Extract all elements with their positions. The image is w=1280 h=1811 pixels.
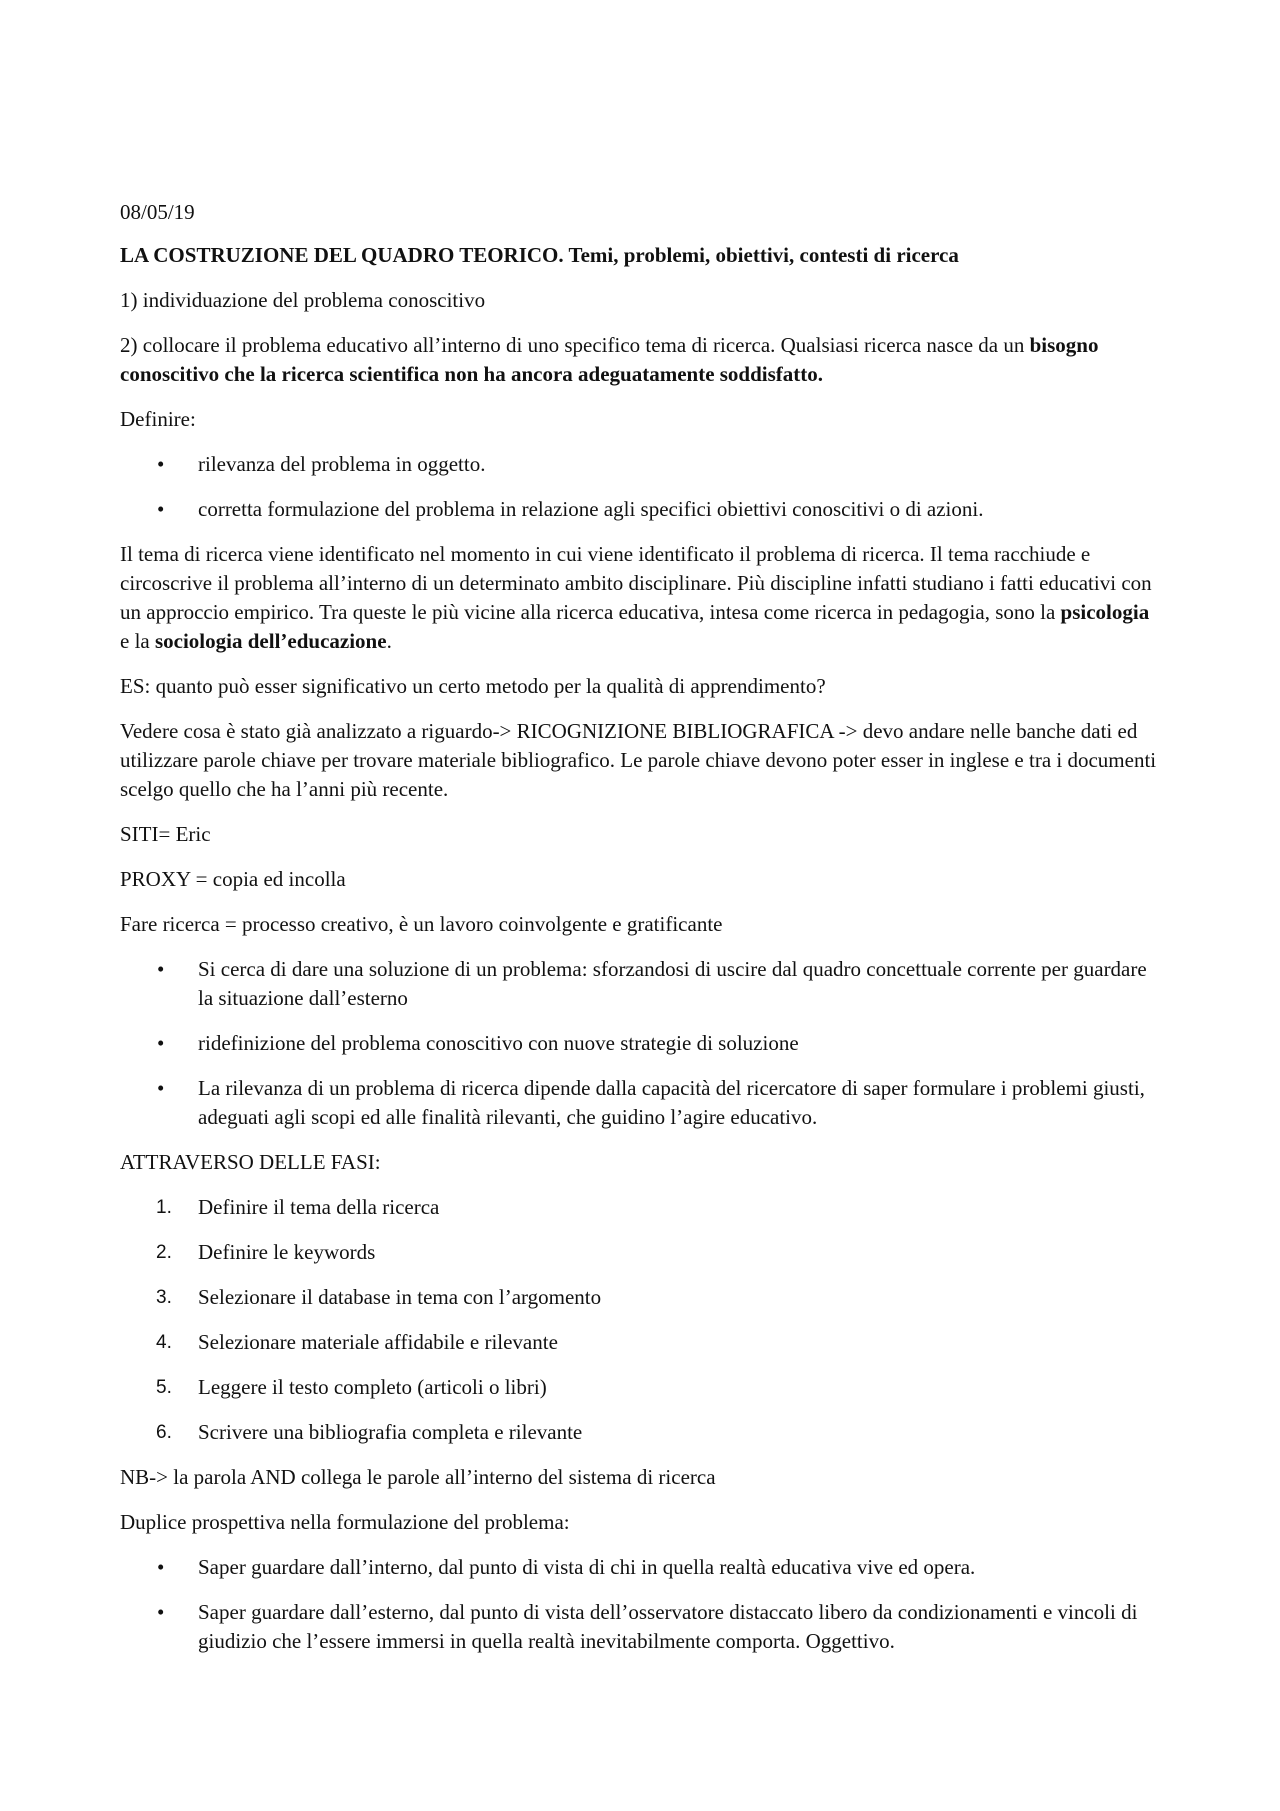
document-date: 08/05/19: [120, 200, 195, 224]
duplice-list: [120, 1553, 1160, 1656]
bullet-icon: •: [157, 1031, 165, 1055]
list-number: 4.: [156, 1332, 172, 1353]
document-title: LA COSTRUZIONE DEL QUADRO TEORICO. Temi, problemi, obiettivi, contesti di ricerca: [120, 243, 959, 267]
list-item-text: corretta formulazione del problema in relazione agli specifici obiettivi conoscitivi o di azioni.: [198, 497, 984, 521]
paragraph-problema-conoscitivo: 1) individuazione del problema conoscitivo: [120, 288, 486, 312]
bullet-icon: •: [157, 1555, 165, 1579]
list-item-text: rilevanza del problema in oggetto.: [198, 452, 486, 476]
list-item: [120, 1029, 1160, 1058]
list-item-text: Selezionare materiale affidabile e rilevante: [198, 1330, 558, 1354]
bullet-icon: •: [157, 1600, 165, 1624]
bold-text: psicologia: [1060, 600, 1150, 624]
paragraph-esempio: ES: quanto può esser significativo un certo metodo per la qualità di apprendimento?: [120, 674, 826, 698]
paragraph-text: e la: [120, 629, 155, 653]
list-item-text: ridefinizione del problema conoscitivo con nuove strategie di soluzione: [198, 1031, 799, 1055]
list-item: [120, 1373, 1160, 1402]
paragraph-nb: NB-> la parola AND collega le parole all’interno del sistema di ricerca: [120, 1465, 716, 1489]
list-item: [120, 1418, 1160, 1447]
list-item: [120, 1328, 1160, 1357]
list-item-text: Selezionare il database in tema con l’argomento: [198, 1285, 602, 1309]
list-item: [120, 1553, 1160, 1582]
list-item-text: Scrivere una bibliografia completa e rilevante: [198, 1420, 583, 1444]
list-item: [120, 495, 1160, 524]
definire-label: Definire:: [120, 407, 196, 431]
paragraph-fare-ricerca: Fare ricerca = processo creativo, è un lavoro coinvolgente e gratificante: [120, 912, 723, 936]
paragraph-text: .: [386, 629, 392, 653]
list-item: [120, 1074, 1160, 1132]
list-item: [120, 1598, 1160, 1656]
fare-ricerca-list: [120, 955, 1160, 1132]
list-item-text: Si cerca di dare una soluzione di un problema: sforzandosi di uscire dal quadro concettuale corrente per guardare la situazione dall’esterno: [198, 957, 1147, 1010]
bullet-icon: •: [157, 957, 165, 981]
bullet-icon: •: [157, 1076, 165, 1100]
list-number: 3.: [156, 1287, 172, 1308]
list-item: [120, 955, 1160, 1013]
list-number: 1.: [156, 1197, 172, 1218]
paragraph-tema-ricerca: [120, 540, 1160, 656]
paragraph-ricognizione: Vedere cosa è stato già analizzato a riguardo-> RICOGNIZIONE BIBLIOGRAFICA -> devo andare nelle banche dati ed utilizzare parole chiave per trovare materiale bibliografico. Le parole chiave devono poter esser in inglese e tra i documenti scelgo quello che ha l’anni più recente.: [120, 719, 1157, 801]
list-item-text: La rilevanza di un problema di ricerca dipende dalla capacità del ricercatore di saper formulare i problemi giusti, adeguati agli scopi ed alle finalità rilevanti, che guidino l’agire educativo.: [198, 1076, 1145, 1129]
paragraph-duplice: Duplice prospettiva nella formulazione del problema:: [120, 1510, 570, 1534]
document-page: [120, 198, 1160, 1672]
list-item-text: Leggere il testo completo (articoli o libri): [198, 1375, 547, 1399]
paragraph-siti: SITI= Eric: [120, 822, 211, 846]
list-number: 6.: [156, 1422, 172, 1443]
list-number: 5.: [156, 1377, 172, 1398]
list-item: [120, 1238, 1160, 1267]
list-item: [120, 450, 1160, 479]
definire-list: [120, 450, 1160, 524]
paragraph-text: 2) collocare il problema educativo all’interno di uno specifico tema di ricerca. Qualsiasi ricerca nasce da un: [120, 333, 1030, 357]
bold-text: bisogno conoscitivo che la ricerca scientifica non ha ancora adeguatamente soddisfatto.: [120, 333, 1099, 386]
list-item-text: Definire il tema della ricerca: [198, 1195, 440, 1219]
list-number: 2.: [156, 1242, 172, 1263]
paragraph-collocare-problema: [120, 331, 1160, 389]
list-item-text: Saper guardare dall’esterno, dal punto di vista dell’osservatore distaccato libero da condizionamenti e vincoli di giudizio che l’essere immersi in quella realtà inevitabilmente comporta. Oggettivo.: [198, 1600, 1138, 1653]
list-item: [120, 1283, 1160, 1312]
paragraph-text: Il tema di ricerca viene identificato nel momento in cui viene identificato il problema di ricerca. Il tema racchiude e circoscrive il problema all’interno di un determinato ambito disciplinare. Più discipline infatti studiano i fatti educativi con un approccio empirico. Tra queste le più vicine alla ricerca educativa, intesa come ricerca in pedagogia, sono la: [120, 542, 1152, 624]
list-item: [120, 1193, 1160, 1222]
list-item-text: Definire le keywords: [198, 1240, 376, 1264]
bullet-icon: •: [157, 497, 165, 521]
bold-text: sociologia dell’educazione: [154, 629, 387, 653]
fasi-label: ATTRAVERSO DELLE FASI:: [120, 1150, 381, 1174]
fasi-list: [120, 1193, 1160, 1447]
paragraph-proxy: PROXY = copia ed incolla: [120, 867, 346, 891]
list-item-text: Saper guardare dall’interno, dal punto di vista di chi in quella realtà educativa vive ed opera.: [198, 1555, 976, 1579]
bullet-icon: •: [157, 452, 165, 476]
